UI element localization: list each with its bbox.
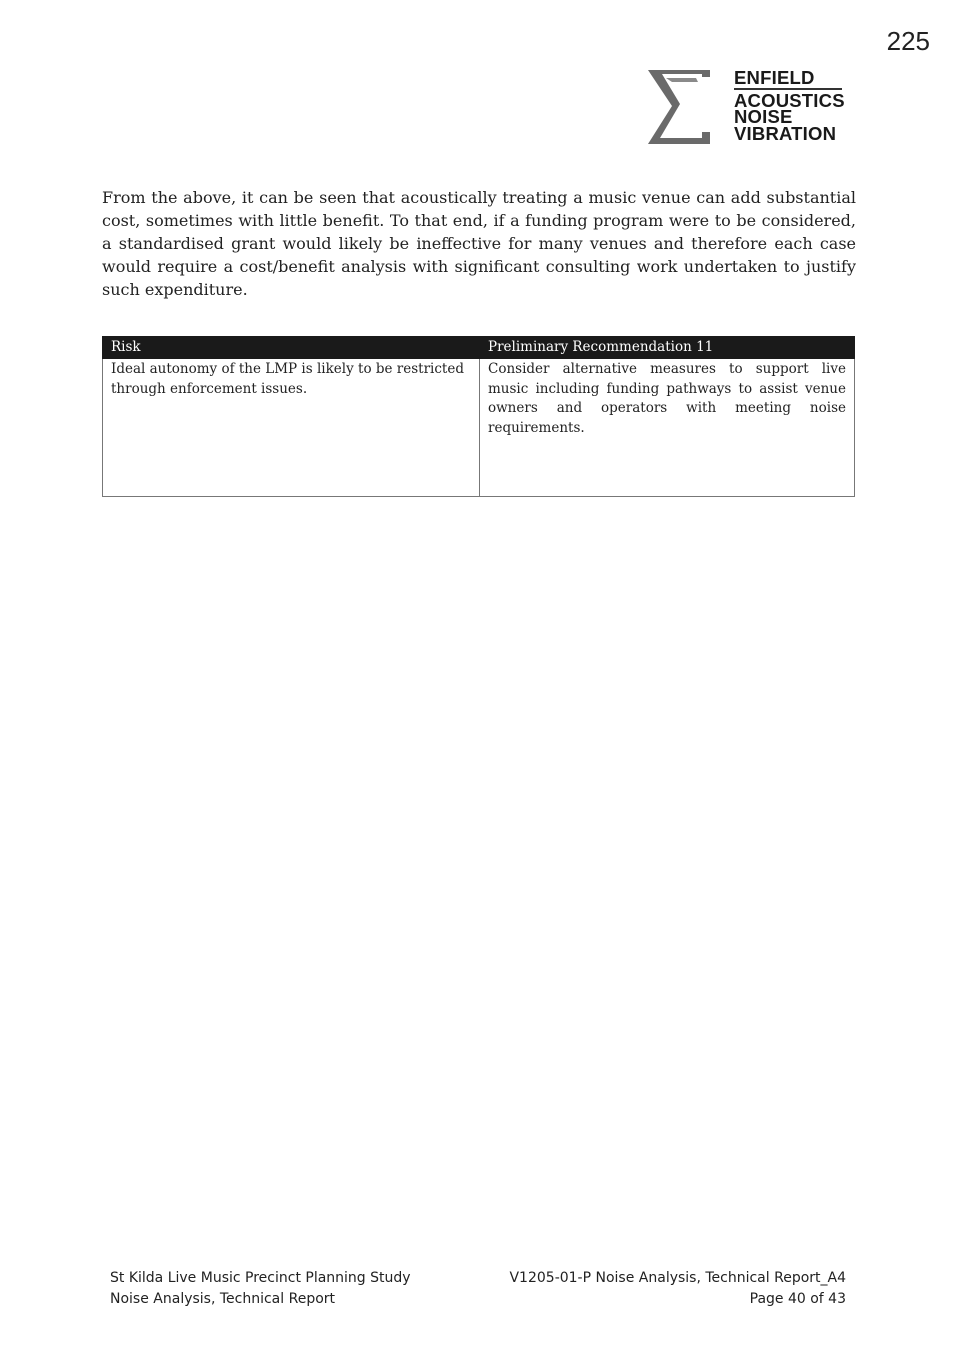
logo-line-enfield: ENFIELD	[734, 67, 815, 88]
header-recommendation: Preliminary Recommendation 11	[480, 337, 855, 359]
footer-right	[509, 1268, 846, 1310]
header-risk: Risk	[103, 337, 480, 359]
cell-recommendation: Consider alternative measures to support live music including funding pathways to assist venue owners and operators with meeting noise requirements.	[480, 359, 855, 497]
logo-line-vibration: VIBRATION	[734, 122, 837, 144]
cell-risk: Ideal autonomy of the LMP is likely to be restricted through enforcement issues.	[103, 359, 480, 497]
footer-left	[110, 1268, 411, 1310]
logo-wordmark	[734, 67, 845, 144]
enfield-acoustics-logo	[646, 68, 846, 148]
page-number: 225	[886, 26, 930, 56]
footer-report-title: Noise Analysis, Technical Report	[110, 1291, 336, 1307]
table-row	[103, 359, 855, 497]
footer-study-title: St Kilda Live Music Precinct Planning Study	[110, 1270, 411, 1286]
body-paragraph: From the above, it can be seen that acoustically treating a music venue can add substantial cost, sometimes with little benefit. To that end, if a funding program were to be considered, a standardised grant would likely be ineffective for many venues and therefore each case would require a cost/benefit analysis with significant consulting work undertaken to justify such expenditure.	[102, 188, 856, 299]
logo-line-acoustics: ACOUSTICS	[734, 89, 845, 111]
footer-document-id: V1205-01-P Noise Analysis, Technical Report_A4	[509, 1270, 846, 1286]
table-header-row	[103, 337, 855, 359]
risk-recommendation-table	[102, 336, 855, 497]
logo-line-noise: NOISE	[734, 106, 793, 127]
sigma-logo-icon	[646, 68, 714, 146]
footer-page-count: Page 40 of 43	[749, 1291, 846, 1307]
